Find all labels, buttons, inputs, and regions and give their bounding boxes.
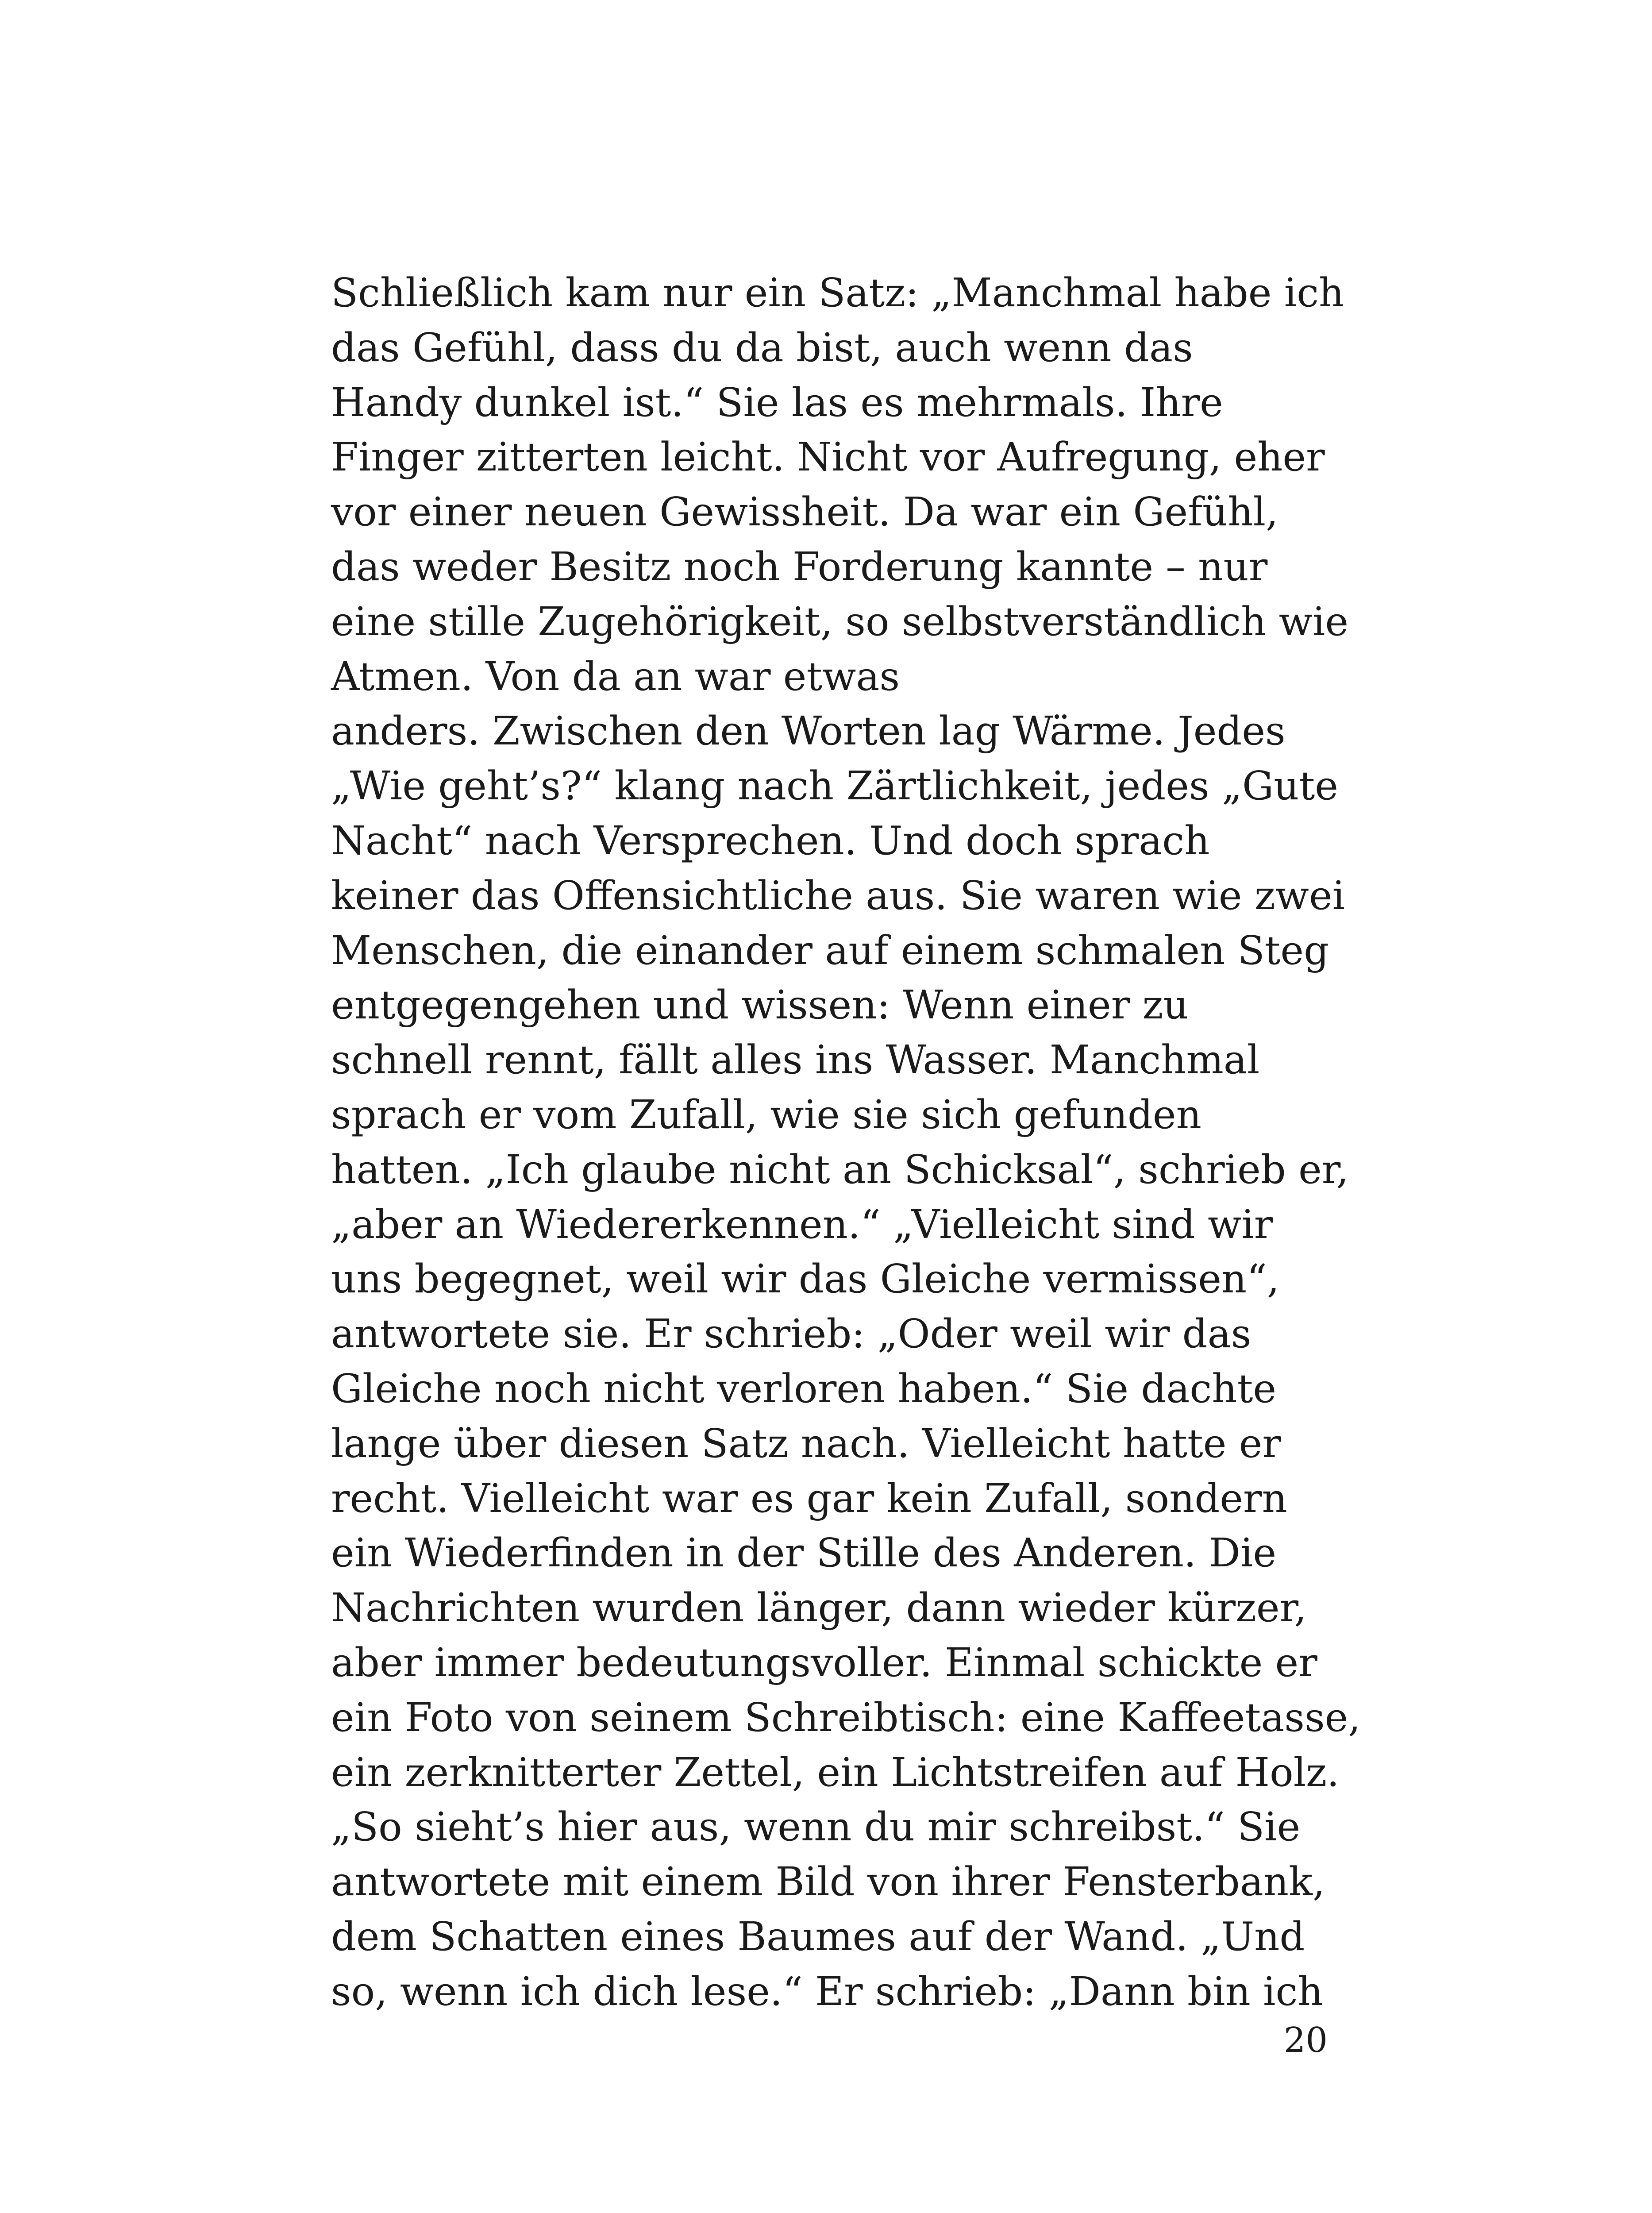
text-line: Gleiche noch nicht verloren haben.“ Sie dachte [331, 1365, 1276, 1411]
text-line: ein zerknitterter Zettel, ein Lichtstreifen auf Holz. [331, 1749, 1340, 1795]
text-line: Schließlich kam nur ein Satz: „Manchmal habe ich [331, 270, 1344, 316]
text-line: „Wie geht’s?“ klang nach Zärtlichkeit, jedes „Gute [331, 763, 1338, 809]
text-line: Finger zitterten leicht. Nicht vor Aufregung, eher [331, 434, 1325, 480]
text-line: Nachrichten wurden länger, dann wieder kürzer, [331, 1585, 1307, 1631]
text-line: keiner das Offensichtliche aus. Sie waren wie zwei [331, 872, 1345, 918]
text-line: uns begegnet, weil wir das Gleiche vermissen“, [331, 1256, 1280, 1302]
text-line: hatten. „Ich glaube nicht an Schicksal“, schrieb er, [331, 1146, 1349, 1192]
text-line: das Gefühl, dass du da bist, auch wenn das [331, 324, 1193, 370]
text-line: vor einer neuen Gewissheit. Da war ein Gefühl, [331, 489, 1278, 535]
text-line: Atmen. Von da an war etwas [331, 653, 900, 699]
text-line: so, wenn ich dich lese.“ Er schrieb: „Dann bin ich [331, 1968, 1323, 2014]
text-line: „So sieht’s hier aus, wenn du mir schreibst.“ Sie [331, 1804, 1301, 1850]
text-line: das weder Besitz noch Forderung kannte – nur [331, 543, 1268, 590]
text-line: aber immer bedeutungsvoller. Einmal schickte er [331, 1639, 1317, 1685]
text-line: Menschen, die einander auf einem schmalen Steg [331, 927, 1329, 973]
text-line: „aber an Wiedererkennen.“ „Vielleicht sind wir [331, 1201, 1273, 1247]
text-line: sprach er vom Zufall, wie sie sich gefunden [331, 1091, 1201, 1137]
text-line: eine stille Zugehörigkeit, so selbstverständlich wie [331, 598, 1349, 644]
text-line: Nacht“ nach Versprechen. Und doch sprach [331, 817, 1210, 864]
text-line: anders. Zwischen den Worten lag Wärme. Jedes [331, 708, 1286, 754]
text-line: antwortete mit einem Bild von ihrer Fensterbank, [331, 1858, 1325, 1905]
text-line: schnell rennt, fällt alles ins Wasser. Manchmal [331, 1037, 1260, 1083]
text-line: lange über diesen Satz nach. Vielleicht hatte er [331, 1420, 1281, 1466]
text-line: recht. Vielleicht war es gar kein Zufall, sondern [331, 1475, 1287, 1521]
text-line: dem Schatten eines Baumes auf der Wand. „Und [331, 1913, 1305, 1959]
text-line: ein Foto von seinem Schreibtisch: eine Kaffeetasse, [331, 1694, 1361, 1740]
text-line: entgegengehen und wissen: Wenn einer zu [331, 982, 1189, 1028]
text-line: ein Wiederfinden in der Stille des Anderen. Die [331, 1530, 1276, 1576]
text-line: antwortete sie. Er schrieb: „Oder weil wir das [331, 1311, 1252, 1357]
body-text [331, 266, 1361, 2019]
page-number: 20 [1283, 2020, 1328, 2060]
text-line: Handy dunkel ist.“ Sie las es mehrmals. Ihre [331, 379, 1223, 425]
